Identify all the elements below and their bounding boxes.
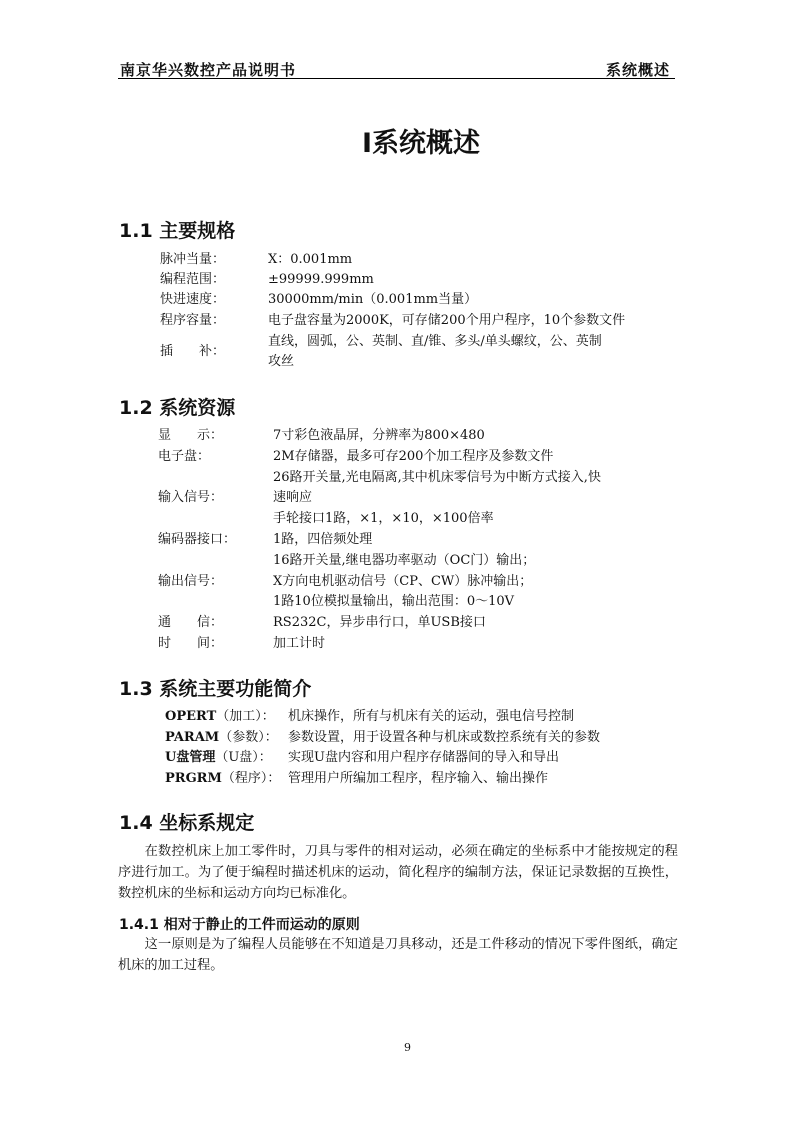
- function-desc: 参数设置，用于设置各种与机床或数控系统有关的参数: [288, 730, 601, 745]
- spec-label: 插 补：: [160, 344, 226, 359]
- subsection-heading-1-4-1: 1.4.1 相对于静止的工件而运动的原则: [119, 917, 360, 933]
- function-key-paren: （程序）：: [221, 771, 281, 786]
- section-heading-1-4: 1.4 坐标系规定: [119, 812, 255, 834]
- function-key-paren: （参数）：: [219, 730, 278, 745]
- resource-label: 编码器接口：: [158, 532, 237, 547]
- function-key-paren: （U盘）：: [215, 750, 272, 765]
- function-key-name: OPERT: [165, 709, 217, 724]
- spec-value: 30000mm/min（0.001mm当量）: [268, 292, 478, 307]
- resource-value: 速响应: [273, 490, 313, 505]
- page-number: 9: [404, 1041, 411, 1054]
- spec-label: 编程范围：: [160, 272, 226, 287]
- resource-label: 输出信号：: [158, 574, 224, 589]
- function-key-name: PRGRM: [165, 771, 222, 786]
- resource-value: 7寸彩色液晶屏，分辨率为800×480: [273, 428, 485, 443]
- resource-value: 16路开关量,继电器功率驱动（OC门）输出；: [273, 553, 536, 568]
- function-key-name: PARAM: [165, 730, 220, 745]
- function-key-paren: （加工）：: [216, 709, 275, 724]
- header-left-title: 南京华兴数控产品说明书: [120, 61, 297, 79]
- resource-label: 显 示：: [158, 428, 224, 443]
- section-heading-1-1: 1.1 主要规格: [119, 220, 236, 242]
- resource-value: 加工计时: [273, 636, 326, 651]
- chapter-title: Ⅰ系统概述: [362, 128, 481, 159]
- section-heading-1-3: 1.3 系统主要功能简介: [119, 678, 312, 700]
- spec-label: 脉冲当量：: [160, 252, 226, 267]
- resource-value: RS232C，异步串行口，单USB接口: [273, 615, 486, 630]
- resource-label: 通 信：: [158, 615, 224, 630]
- resource-value: 26路开关量,光电隔离,其中机床零信号为中断方式接入,快: [273, 470, 601, 485]
- function-desc: 实现U盘内容和用户程序存储器间的导入和导出: [288, 750, 559, 765]
- resource-value: 2M存储器，最多可存200个加工程序及参数文件: [273, 449, 554, 464]
- spec-value: ±99999.999mm: [268, 272, 374, 287]
- resource-label: 输入信号：: [158, 490, 224, 505]
- spec-value: 电子盘容量为2000K，可存储200个用户程序，10个参数文件: [268, 313, 626, 328]
- function-desc: 机床操作，所有与机床有关的运动，强电信号控制: [288, 709, 575, 724]
- resource-label: 电子盘：: [158, 449, 211, 464]
- resource-label: 时 间：: [158, 636, 224, 651]
- function-key: [165, 748, 272, 768]
- function-desc: 管理用户所编加工程序，程序输入、输出操作: [288, 771, 549, 786]
- resource-value: X方向电机驱动信号（CP、CW）脉冲输出；: [273, 574, 533, 589]
- function-key: [165, 769, 280, 789]
- resource-value: 手轮接口1路，×1，×10，×100倍率: [273, 511, 494, 526]
- section-heading-1-2: 1.2 系统资源: [119, 397, 236, 419]
- spec-value: 直线，圆弧，公、英制、直/锥、多头/单头螺纹，公、英制: [268, 334, 602, 349]
- spec-value-continued: 攻丝: [268, 354, 295, 369]
- coordinate-paragraph: 在数控机床上加工零件时，刀具与零件的相对运动，必须在确定的坐标系中才能按规定的程序进行加工。为了便于编程时描述机床的运动，简化程序的编制方法，保证记录数据的互换性，数控机床的坐标和运动方向均已标准化。: [118, 844, 678, 901]
- spec-label: 快进速度：: [160, 292, 226, 307]
- principle-paragraph: 这一原则是为了编程人员能够在不知道是刀具移动，还是工件移动的情况下零件图纸，确定机床的加工过程。: [118, 937, 678, 973]
- header-right-title: 系统概述: [606, 61, 671, 79]
- header-rule: [118, 78, 675, 79]
- resource-value: 1路，四倍频处理: [273, 532, 373, 547]
- resource-value: 1路10位模拟量输出，输出范围：0～10V: [273, 594, 515, 609]
- function-key: [165, 707, 275, 727]
- spec-label: 程序容量：: [160, 313, 226, 328]
- function-key: [165, 728, 278, 748]
- function-key-name: U盘管理: [165, 750, 216, 765]
- spec-value: X：0.001mm: [268, 252, 353, 267]
